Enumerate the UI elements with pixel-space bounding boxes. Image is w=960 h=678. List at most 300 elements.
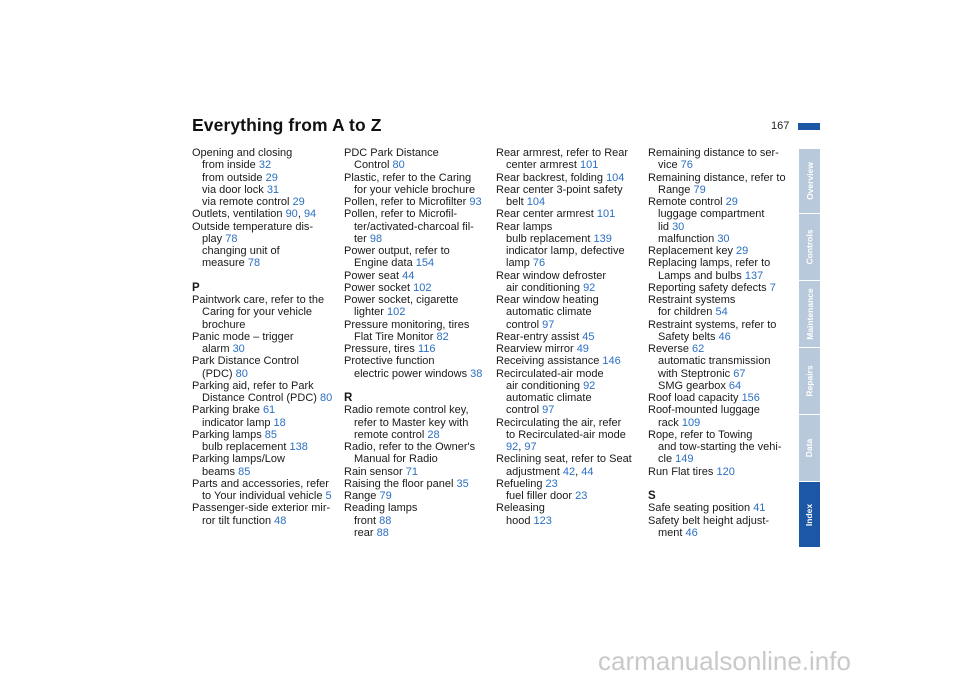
index-entry: [648, 282, 796, 294]
entry-text: Lamps and bulbs: [658, 269, 745, 282]
page-reference-link[interactable]: 44: [581, 465, 594, 478]
index-subentry: [344, 306, 496, 318]
index-subentry: [648, 368, 796, 380]
entry-text: Power output, refer to: [344, 245, 450, 257]
entry-text: and tow-starting the vehi-: [658, 441, 782, 453]
index-subentry: [192, 441, 344, 453]
index-subentry: [496, 257, 646, 269]
index-subentry: [344, 453, 496, 465]
entry-text: from inside: [202, 159, 259, 172]
entry-text: Run Flat tires: [648, 465, 717, 478]
entry-text: Rear center 3-point safety: [496, 183, 623, 196]
entry-text: Range: [658, 183, 694, 196]
page-reference-link[interactable]: 45: [582, 330, 595, 343]
index-subentry: [344, 221, 496, 233]
entry-text: front: [354, 514, 380, 527]
index-subentry: [192, 257, 344, 269]
index-subentry: [648, 270, 796, 282]
entry-text: Rear window heating: [496, 294, 599, 306]
index-subentry: [496, 515, 646, 527]
entry-text: measure: [202, 257, 248, 270]
index-entry: [192, 208, 344, 220]
page-reference-link[interactable]: 78: [225, 232, 238, 245]
index-entry: [496, 368, 646, 380]
page-separator: ,: [518, 441, 525, 453]
page-reference-link[interactable]: 104: [526, 196, 546, 208]
index-entry: [344, 270, 496, 282]
entry-text: Parking lamps/Low: [192, 453, 285, 466]
index-column-3: [496, 147, 646, 527]
entry-text: refer to Master key with: [354, 416, 469, 429]
entry-text: Distance Control (PDC): [202, 392, 320, 404]
entry-text: indicator lamp: [202, 416, 274, 429]
page-reference-link[interactable]: 146: [602, 355, 621, 368]
entry-text: with Steptronic: [658, 367, 734, 380]
index-subentry: [344, 368, 496, 380]
index-subentry: [344, 184, 496, 196]
page-reference-link[interactable]: 139: [593, 232, 612, 245]
page-reference-link[interactable]: 71: [405, 465, 419, 478]
page-reference-link[interactable]: 116: [417, 343, 436, 355]
index-column-4: [648, 147, 796, 539]
page-reference-link[interactable]: 120: [716, 465, 735, 478]
page-reference-link[interactable]: 149: [675, 453, 694, 466]
page-number: 167: [771, 120, 790, 132]
index-subentry: [496, 490, 646, 502]
index-entry: [496, 294, 646, 306]
index-subentry: [648, 527, 796, 539]
index-subentry: [344, 515, 496, 527]
entry-text: to Your individual vehicle: [202, 490, 326, 502]
entry-text: lamp: [506, 257, 533, 270]
entry-text: Power seat: [344, 269, 403, 282]
entry-text: air conditioning: [506, 379, 584, 392]
entry-text: Paintwork care, refer to the: [192, 294, 325, 306]
index-entry: [648, 404, 796, 416]
index-entry: [648, 245, 796, 257]
entry-text: Remaining distance to ser-: [648, 147, 779, 159]
index-subentry: [344, 159, 496, 171]
index-entry: [648, 196, 796, 208]
tab-maintenance[interactable]: [799, 281, 820, 347]
entry-text: Passenger-side exterior mir-: [192, 502, 331, 515]
entry-text: ror tilt function: [202, 514, 275, 527]
index-column-2: [344, 147, 496, 539]
entry-text: Rope, refer to Towing: [648, 428, 753, 441]
page-reference-link[interactable]: 38: [470, 367, 483, 380]
page-reference-link[interactable]: 7: [769, 281, 776, 294]
index-letter-heading: P: [192, 281, 200, 294]
index-subentry: [648, 331, 796, 343]
page-reference-link[interactable]: 93: [469, 196, 482, 208]
page-title: Everything from A to Z: [192, 115, 382, 135]
page-reference-link[interactable]: 44: [402, 269, 415, 282]
entry-text: Pollen, refer to Microfilter: [344, 196, 470, 208]
watermark: carmanualsonline.info: [598, 646, 851, 676]
entry-text: Caring for your vehicle: [202, 306, 313, 319]
index-entry: [344, 294, 496, 306]
entry-text: Replacing lamps, refer to: [648, 257, 771, 270]
entry-text: Rear window defroster: [496, 269, 607, 282]
index-subentry: [192, 196, 344, 208]
index-letter-heading: R: [344, 392, 353, 404]
entry-text: bulb replacement: [506, 232, 594, 245]
index-entry: [496, 502, 646, 514]
page-reference-link[interactable]: 92: [506, 441, 519, 453]
index-entry: [344, 478, 496, 490]
index-entry: [496, 221, 646, 233]
page-reference-link[interactable]: 46: [685, 526, 698, 539]
entry-text: remote control: [354, 428, 428, 441]
page-reference-link[interactable]: 41: [753, 502, 766, 515]
entry-text: Park Distance Control: [192, 355, 299, 368]
index-entry: [344, 196, 496, 208]
entry-text: Replacement key: [648, 245, 737, 257]
page-reference-link[interactable]: 137: [744, 269, 764, 282]
index-subentry: [648, 184, 796, 196]
index-entry: [344, 441, 496, 453]
index-entry: [192, 294, 344, 306]
tab-data[interactable]: [799, 415, 820, 481]
entry-text: Rearview mirror: [496, 343, 577, 355]
index-subentry: [496, 233, 646, 245]
entry-text: Pressure monitoring, tires: [344, 318, 470, 331]
entry-text: from outside: [202, 171, 266, 184]
page-reference-link[interactable]: 29: [265, 171, 278, 184]
entry-text: Rear center armrest: [496, 208, 597, 221]
page-reference-link[interactable]: 67: [733, 367, 746, 380]
page-reference-link[interactable]: 32: [258, 159, 272, 172]
entry-text: to Recirculated-air mode: [506, 428, 626, 441]
entry-text: Radio, refer to the Owner's: [344, 441, 476, 453]
index-entry: [344, 343, 496, 355]
page-reference-link[interactable]: 29: [725, 196, 738, 208]
entry-text: Protective function: [344, 355, 435, 368]
entry-text: Plastic, refer to the Caring: [344, 171, 472, 184]
page-reference-link[interactable]: 23: [575, 490, 588, 502]
index-subentry: [648, 380, 796, 392]
index-entry: [648, 172, 796, 184]
index-subentry: [496, 380, 646, 392]
entry-text: Parts and accessories, refer: [192, 477, 329, 490]
entry-text: Range: [344, 490, 380, 502]
index-subentry: [192, 245, 344, 257]
index-entry: [192, 355, 344, 367]
entry-text: Reporting safety defects: [648, 281, 770, 294]
page-reference-link[interactable]: 64: [728, 379, 742, 392]
page-reference-link[interactable]: 156: [741, 392, 760, 404]
page-reference-link[interactable]: 35: [456, 477, 469, 490]
page-reference-link[interactable]: 80: [392, 159, 405, 172]
entry-text: cle: [658, 453, 676, 466]
entry-text: Opening and closing: [192, 147, 293, 159]
index-subentry: [192, 368, 344, 380]
index-subentry: [496, 392, 646, 404]
page-reference-link[interactable]: 109: [681, 416, 701, 429]
entry-text: Engine data: [354, 257, 416, 270]
index-entry: [192, 380, 344, 392]
index-subentry: [192, 319, 344, 331]
page-reference-link[interactable]: 62: [692, 343, 705, 355]
page-reference-link[interactable]: 78: [247, 257, 261, 270]
index-entry: [648, 319, 796, 331]
index-entry: [496, 172, 646, 184]
index-entry: [496, 270, 646, 282]
index-spacer: [344, 380, 496, 392]
tab-index[interactable]: [799, 482, 820, 547]
index-entry: [192, 404, 344, 416]
index-entry: [648, 147, 796, 159]
index-entry: [344, 172, 496, 184]
entry-text: Reclining seat, refer to Seat: [496, 453, 632, 466]
page-reference-link[interactable]: 92: [583, 379, 596, 392]
page-separator: ,: [575, 465, 582, 478]
index-subentry: [648, 233, 796, 245]
page-reference-link[interactable]: 23: [545, 477, 558, 490]
index-subentry: [496, 429, 646, 441]
index-subentry: [344, 331, 496, 343]
entry-text: control: [506, 318, 543, 331]
index-entry: [648, 466, 796, 478]
entry-text: bulb replacement: [202, 441, 290, 453]
page-reference-link[interactable]: 48: [274, 514, 287, 527]
index-entry: [496, 355, 646, 367]
page-reference-link[interactable]: 138: [289, 441, 308, 453]
page-reference-link[interactable]: 79: [379, 490, 392, 502]
index-entry: [496, 417, 646, 429]
index-subentry: [648, 453, 796, 465]
index-entry: [192, 147, 344, 159]
index-subentry: [496, 306, 646, 318]
page-reference-link[interactable]: 76: [680, 159, 693, 172]
entry-text: alarm: [202, 343, 233, 355]
entry-text: Outside temperature dis-: [192, 220, 314, 233]
entry-text: Rain sensor: [344, 465, 406, 478]
page-reference-link[interactable]: 61: [262, 404, 276, 417]
index-subentry: [192, 392, 344, 404]
index-subentry: [648, 306, 796, 318]
index-entry: [648, 392, 796, 404]
entry-text: brochure: [202, 318, 246, 331]
index-entry: [192, 478, 344, 490]
tab-overview[interactable]: [799, 149, 820, 213]
page-reference-link[interactable]: 90: [285, 208, 298, 221]
entry-text: (PDC): [202, 367, 236, 380]
index-subentry: [496, 159, 646, 171]
tab-label: Repairs: [804, 365, 815, 397]
entry-text: automatic climate: [506, 306, 592, 319]
page-reference-link[interactable]: 30: [672, 220, 685, 233]
entry-text: Roof load capacity: [648, 392, 742, 404]
index-entry: [648, 429, 796, 441]
entry-text: Power socket, cigarette: [344, 294, 459, 306]
index-subentry: [648, 221, 796, 233]
index-subentry: [192, 515, 344, 527]
index-subentry: [496, 441, 646, 453]
page-reference-link[interactable]: 102: [413, 281, 432, 294]
page-reference-link[interactable]: 79: [693, 183, 706, 196]
entry-text: Panic mode – trigger: [192, 330, 294, 343]
index-entry: [344, 466, 496, 478]
entry-text: Parking lamps: [192, 428, 265, 441]
page-reference-link[interactable]: 31: [266, 183, 280, 196]
index-entry: [648, 257, 796, 269]
page-reference-link[interactable]: 76: [532, 257, 546, 270]
entry-text: Radio remote control key,: [344, 404, 469, 417]
page-reference-link[interactable]: 29: [736, 245, 749, 257]
index-subentry: [344, 527, 496, 539]
entry-text: Refueling: [496, 477, 546, 490]
entry-text: Manual for Radio: [354, 453, 438, 466]
entry-text: Pollen, refer to Microfil-: [344, 208, 458, 221]
page-reference-link[interactable]: 97: [524, 441, 537, 453]
page-reference-link[interactable]: 85: [264, 428, 278, 441]
entry-text: Parking brake: [192, 404, 263, 417]
index-subentry: [496, 404, 646, 416]
page-reference-link[interactable]: 85: [238, 465, 251, 478]
page-reference-link[interactable]: 92: [583, 281, 596, 294]
entry-text: via remote control: [202, 196, 293, 208]
index-spacer: [648, 478, 796, 490]
entry-text: fuel filler door: [506, 490, 576, 502]
index-letter-heading: S: [648, 490, 656, 502]
page-reference-link[interactable]: 29: [292, 196, 305, 208]
entry-text: malfunction: [658, 232, 718, 245]
index-entry: [496, 453, 646, 465]
index-entry: [344, 245, 496, 257]
entry-text: Rear backrest, folding: [496, 171, 607, 184]
index-entry: [344, 208, 496, 220]
page-number-marker: [798, 123, 820, 130]
page-reference-link[interactable]: 42: [562, 465, 576, 478]
entry-text: Rear lamps: [496, 220, 553, 233]
index-subentry: [192, 490, 344, 502]
entry-text: for your vehicle brochure: [354, 183, 476, 196]
page-reference-link[interactable]: 98: [369, 232, 383, 245]
page-reference-link[interactable]: 88: [376, 526, 389, 539]
page-reference-link[interactable]: 54: [715, 306, 728, 319]
index-entry: [192, 221, 344, 233]
page-reference-link[interactable]: 28: [427, 428, 440, 441]
page-reference-link[interactable]: 49: [576, 343, 589, 355]
entry-text: rear: [354, 526, 377, 539]
entry-text: Flat Tire Monitor: [354, 330, 437, 343]
entry-text: Control: [354, 159, 393, 172]
entry-text: automatic climate: [506, 392, 592, 404]
entry-text: lid: [658, 220, 673, 233]
index-subentry: [192, 417, 344, 429]
entry-text: control: [506, 404, 543, 417]
index-subentry: [496, 196, 646, 208]
page-reference-link[interactable]: 80: [319, 392, 333, 404]
entry-text: Parking aid, refer to Park: [192, 379, 314, 392]
index-entry: [344, 502, 496, 514]
page-reference-link[interactable]: 101: [596, 208, 616, 221]
page-reference-link[interactable]: 102: [387, 306, 406, 319]
entry-text: Safe seating position: [648, 502, 754, 515]
entry-text: adjustment: [506, 465, 563, 478]
tab-repairs[interactable]: [799, 348, 820, 414]
index-entry: [496, 331, 646, 343]
entry-text: Rear armrest, refer to Rear: [496, 147, 629, 159]
entry-text: rack: [658, 416, 682, 429]
page-reference-link[interactable]: 123: [533, 514, 552, 527]
entry-text: Rear-entry assist: [496, 330, 583, 343]
index-entry: [648, 502, 796, 514]
entry-text: Restraint systems, refer to: [648, 318, 777, 331]
index-entry: [344, 147, 496, 159]
page-reference-link[interactable]: 18: [273, 416, 286, 429]
index-subentry: [192, 466, 344, 478]
index-entry: [192, 331, 344, 343]
page-reference-link[interactable]: 82: [436, 330, 449, 343]
index-entry: [344, 355, 496, 367]
entry-text: Releasing: [496, 502, 545, 515]
page-reference-link[interactable]: 97: [542, 404, 555, 417]
index-subentry: [344, 233, 496, 245]
entry-text: air conditioning: [506, 281, 584, 294]
entry-text: ter/activated-charcoal fil-: [354, 220, 474, 233]
index-subentry: [496, 319, 646, 331]
index-subentry: [192, 343, 344, 355]
entry-text: Recirculated-air mode: [496, 367, 604, 380]
index-entry: [648, 343, 796, 355]
page-reference-link[interactable]: 5: [325, 490, 332, 502]
index-entry: [496, 208, 646, 220]
entry-text: changing unit of: [202, 245, 280, 257]
index-subentry: [496, 245, 646, 257]
tab-label: Controls: [804, 229, 815, 265]
entry-text: Safety belt height adjust-: [648, 514, 770, 527]
index-entry: [496, 343, 646, 355]
entry-text: Power socket: [344, 281, 414, 294]
tab-label: Overview: [804, 162, 815, 200]
index-subentry: [192, 306, 344, 318]
entry-text: indicator lamp, defective: [506, 245, 625, 257]
entry-text: play: [202, 232, 226, 245]
entry-text: PDC Park Distance: [344, 147, 439, 159]
index-subentry: [192, 159, 344, 171]
entry-text: automatic transmission: [658, 355, 771, 368]
page-reference-link[interactable]: 97: [542, 318, 555, 331]
index-subentry: [648, 355, 796, 367]
page-reference-link[interactable]: 30: [717, 232, 730, 245]
page-reference-link[interactable]: 30: [232, 343, 245, 355]
page-reference-link[interactable]: 101: [579, 159, 599, 172]
entry-text: center armrest: [506, 159, 580, 172]
page-separator: ,: [297, 208, 304, 221]
page-reference-link[interactable]: 94: [303, 208, 317, 221]
entry-text: Reading lamps: [344, 502, 418, 515]
page-reference-link[interactable]: 154: [415, 257, 435, 270]
entry-text: Safety belts: [658, 330, 719, 343]
index-subentry: [496, 282, 646, 294]
tab-controls[interactable]: [799, 214, 820, 280]
index-entry: [192, 453, 344, 465]
index-subentry: [648, 417, 796, 429]
entry-text: luggage compartment: [658, 208, 765, 221]
index-entry: [496, 147, 646, 159]
page-reference-link[interactable]: 104: [606, 171, 625, 184]
index-entry: [648, 294, 796, 306]
index-subentry: [192, 184, 344, 196]
entry-text: beams: [202, 465, 239, 478]
page-reference-link[interactable]: 88: [379, 514, 392, 527]
index-subentry: [192, 172, 344, 184]
page-reference-link[interactable]: 80: [235, 367, 248, 380]
page-reference-link[interactable]: 46: [718, 330, 731, 343]
entry-text: Receiving assistance: [496, 355, 603, 368]
